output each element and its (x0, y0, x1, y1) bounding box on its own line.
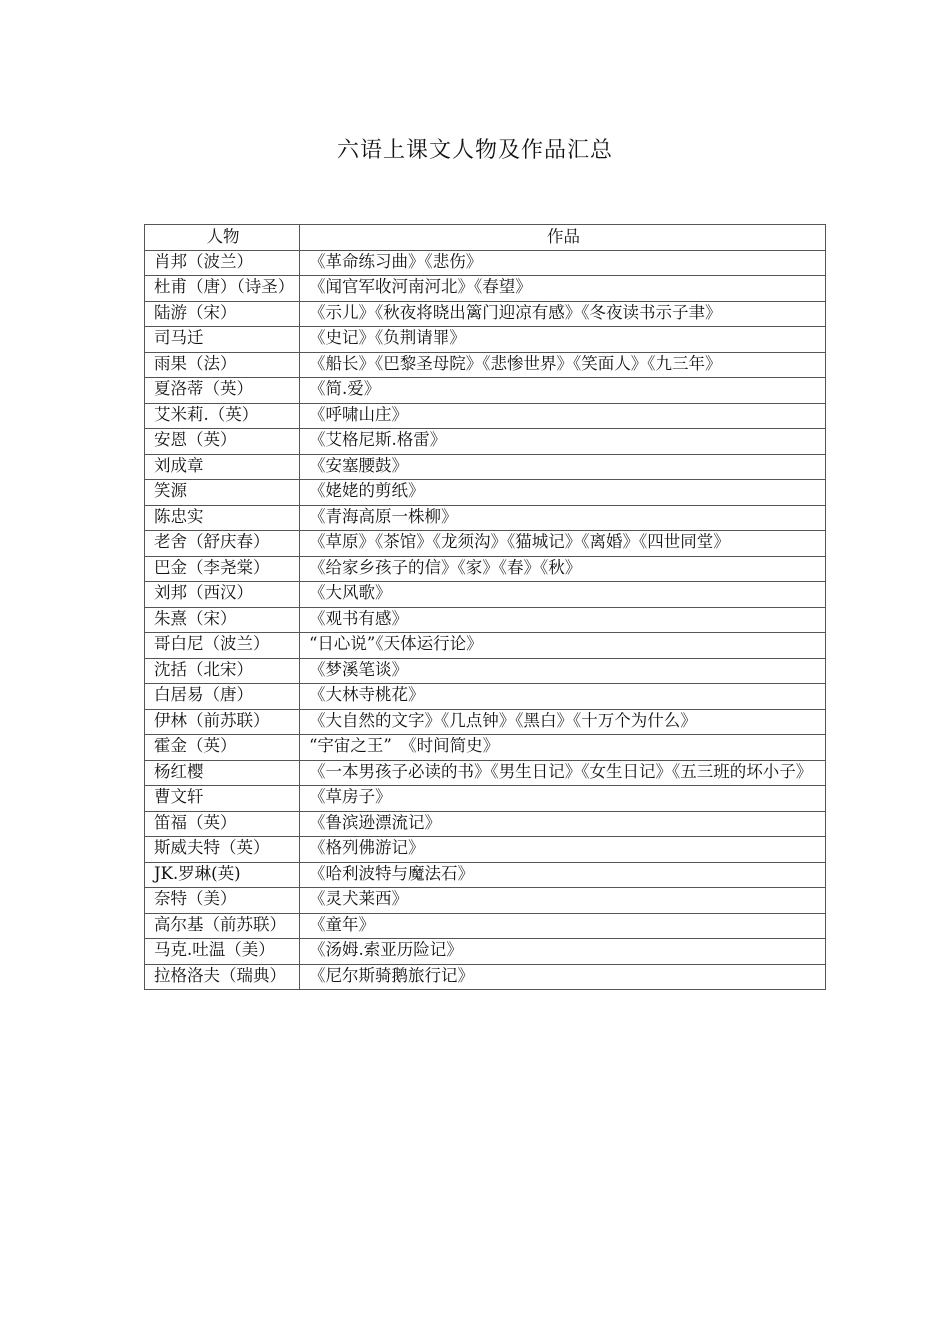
works-cell: 《草原》《茶馆》《龙须沟》《猫城记》《离婚》《四世同堂》 (300, 531, 826, 557)
person-cell: 朱熹（宋） (145, 607, 300, 633)
table-row (145, 454, 826, 480)
works-cell: 《鲁滨逊漂流记》 (300, 811, 826, 837)
table-row (145, 862, 826, 888)
table-row (145, 582, 826, 608)
person-cell: 刘成章 (145, 454, 300, 480)
table-row (145, 378, 826, 404)
table-row (145, 505, 826, 531)
table-row (145, 352, 826, 378)
table-row (145, 964, 826, 990)
table-row (145, 939, 826, 965)
table-row (145, 811, 826, 837)
works-cell: 《大自然的文字》《几点钟》《黑白》《十万个为什么》 (300, 709, 826, 735)
person-cell: 杜甫（唐）（诗圣） (145, 276, 300, 302)
works-cell: 《艾格尼斯.格雷》 (300, 429, 826, 455)
column-header-works: 作品 (300, 225, 826, 251)
table-row (145, 786, 826, 812)
works-cell: 《一本男孩子必读的书》《男生日记》《女生日记》《五三班的坏小子》 (300, 760, 826, 786)
person-cell: 斯威夫特（英） (145, 837, 300, 863)
works-cell: 《哈利波特与魔法石》 (300, 862, 826, 888)
person-cell: 巴金（李尧棠） (145, 556, 300, 582)
person-cell: 笑源 (145, 480, 300, 506)
works-cell: 《大风歌》 (300, 582, 826, 608)
person-cell: 伊林（前苏联） (145, 709, 300, 735)
person-cell: 夏洛蒂（英） (145, 378, 300, 404)
table-row (145, 403, 826, 429)
person-cell: 肖邦（波兰） (145, 250, 300, 276)
person-cell: 高尔基（前苏联） (145, 913, 300, 939)
person-cell: 老舍（舒庆春） (145, 531, 300, 557)
table-row (145, 556, 826, 582)
authors-works-table (144, 224, 826, 990)
works-cell: 《安塞腰鼓》 (300, 454, 826, 480)
table-row (145, 276, 826, 302)
person-cell: 安恩（英） (145, 429, 300, 455)
table-row (145, 888, 826, 914)
person-cell: 马克.吐温（美） (145, 939, 300, 965)
works-cell: “宇宙之王” 《时间简史》 (300, 735, 826, 761)
person-cell: 陆游（宋） (145, 301, 300, 327)
person-cell: 刘邦（西汉） (145, 582, 300, 608)
person-cell: 艾米莉.（英） (145, 403, 300, 429)
person-cell: 沈括（北宋） (145, 658, 300, 684)
works-cell: 《尼尔斯骑鹅旅行记》 (300, 964, 826, 990)
works-cell: 《青海高原一株柳》 (300, 505, 826, 531)
table-row (145, 913, 826, 939)
works-cell: “日心说”《天体运行论》 (300, 633, 826, 659)
works-cell: 《简.爱》 (300, 378, 826, 404)
works-cell: 《格列佛游记》 (300, 837, 826, 863)
table-header-row (145, 225, 826, 251)
person-cell: 雨果（法） (145, 352, 300, 378)
person-cell: 杨红樱 (145, 760, 300, 786)
works-cell: 《给家乡孩子的信》《家》《春》《秋》 (300, 556, 826, 582)
table-body (145, 250, 826, 990)
works-cell: 《史记》《负荆请罪》 (300, 327, 826, 353)
person-cell: JK.罗琳(英) (145, 862, 300, 888)
person-cell: 陈忠实 (145, 505, 300, 531)
table-row (145, 531, 826, 557)
works-cell: 《示儿》《秋夜将晓出篱门迎凉有感》《冬夜读书示子聿》 (300, 301, 826, 327)
works-cell: 《汤姆.索亚历险记》 (300, 939, 826, 965)
column-header-person: 人物 (145, 225, 300, 251)
person-cell: 拉格洛夫（瑞典） (145, 964, 300, 990)
person-cell: 笛福（英） (145, 811, 300, 837)
person-cell: 哥白尼（波兰） (145, 633, 300, 659)
person-cell: 白居易（唐） (145, 684, 300, 710)
person-cell: 曹文轩 (145, 786, 300, 812)
table-row (145, 709, 826, 735)
table-row (145, 837, 826, 863)
table-row (145, 429, 826, 455)
table-row (145, 633, 826, 659)
page-title: 六语上课文人物及作品汇总 (336, 138, 613, 163)
works-cell: 《呼啸山庄》 (300, 403, 826, 429)
person-cell: 霍金（英） (145, 735, 300, 761)
table-row (145, 760, 826, 786)
works-cell: 《灵犬莱西》 (300, 888, 826, 914)
works-cell: 《船长》《巴黎圣母院》《悲惨世界》《笑面人》《九三年》 (300, 352, 826, 378)
person-cell: 奈特（美） (145, 888, 300, 914)
works-cell: 《大林寺桃花》 (300, 684, 826, 710)
works-cell: 《草房子》 (300, 786, 826, 812)
table-row (145, 607, 826, 633)
works-cell: 《闻官军收河南河北》《春望》 (300, 276, 826, 302)
table-row (145, 250, 826, 276)
works-cell: 《姥姥的剪纸》 (300, 480, 826, 506)
table-row (145, 327, 826, 353)
person-cell: 司马迁 (145, 327, 300, 353)
table-row (145, 480, 826, 506)
works-cell: 《观书有感》 (300, 607, 826, 633)
table-row (145, 684, 826, 710)
works-cell: 《童年》 (300, 913, 826, 939)
table-row (145, 735, 826, 761)
works-cell: 《革命练习曲》《悲伤》 (300, 250, 826, 276)
table-row (145, 301, 826, 327)
table-row (145, 658, 826, 684)
works-cell: 《梦溪笔谈》 (300, 658, 826, 684)
